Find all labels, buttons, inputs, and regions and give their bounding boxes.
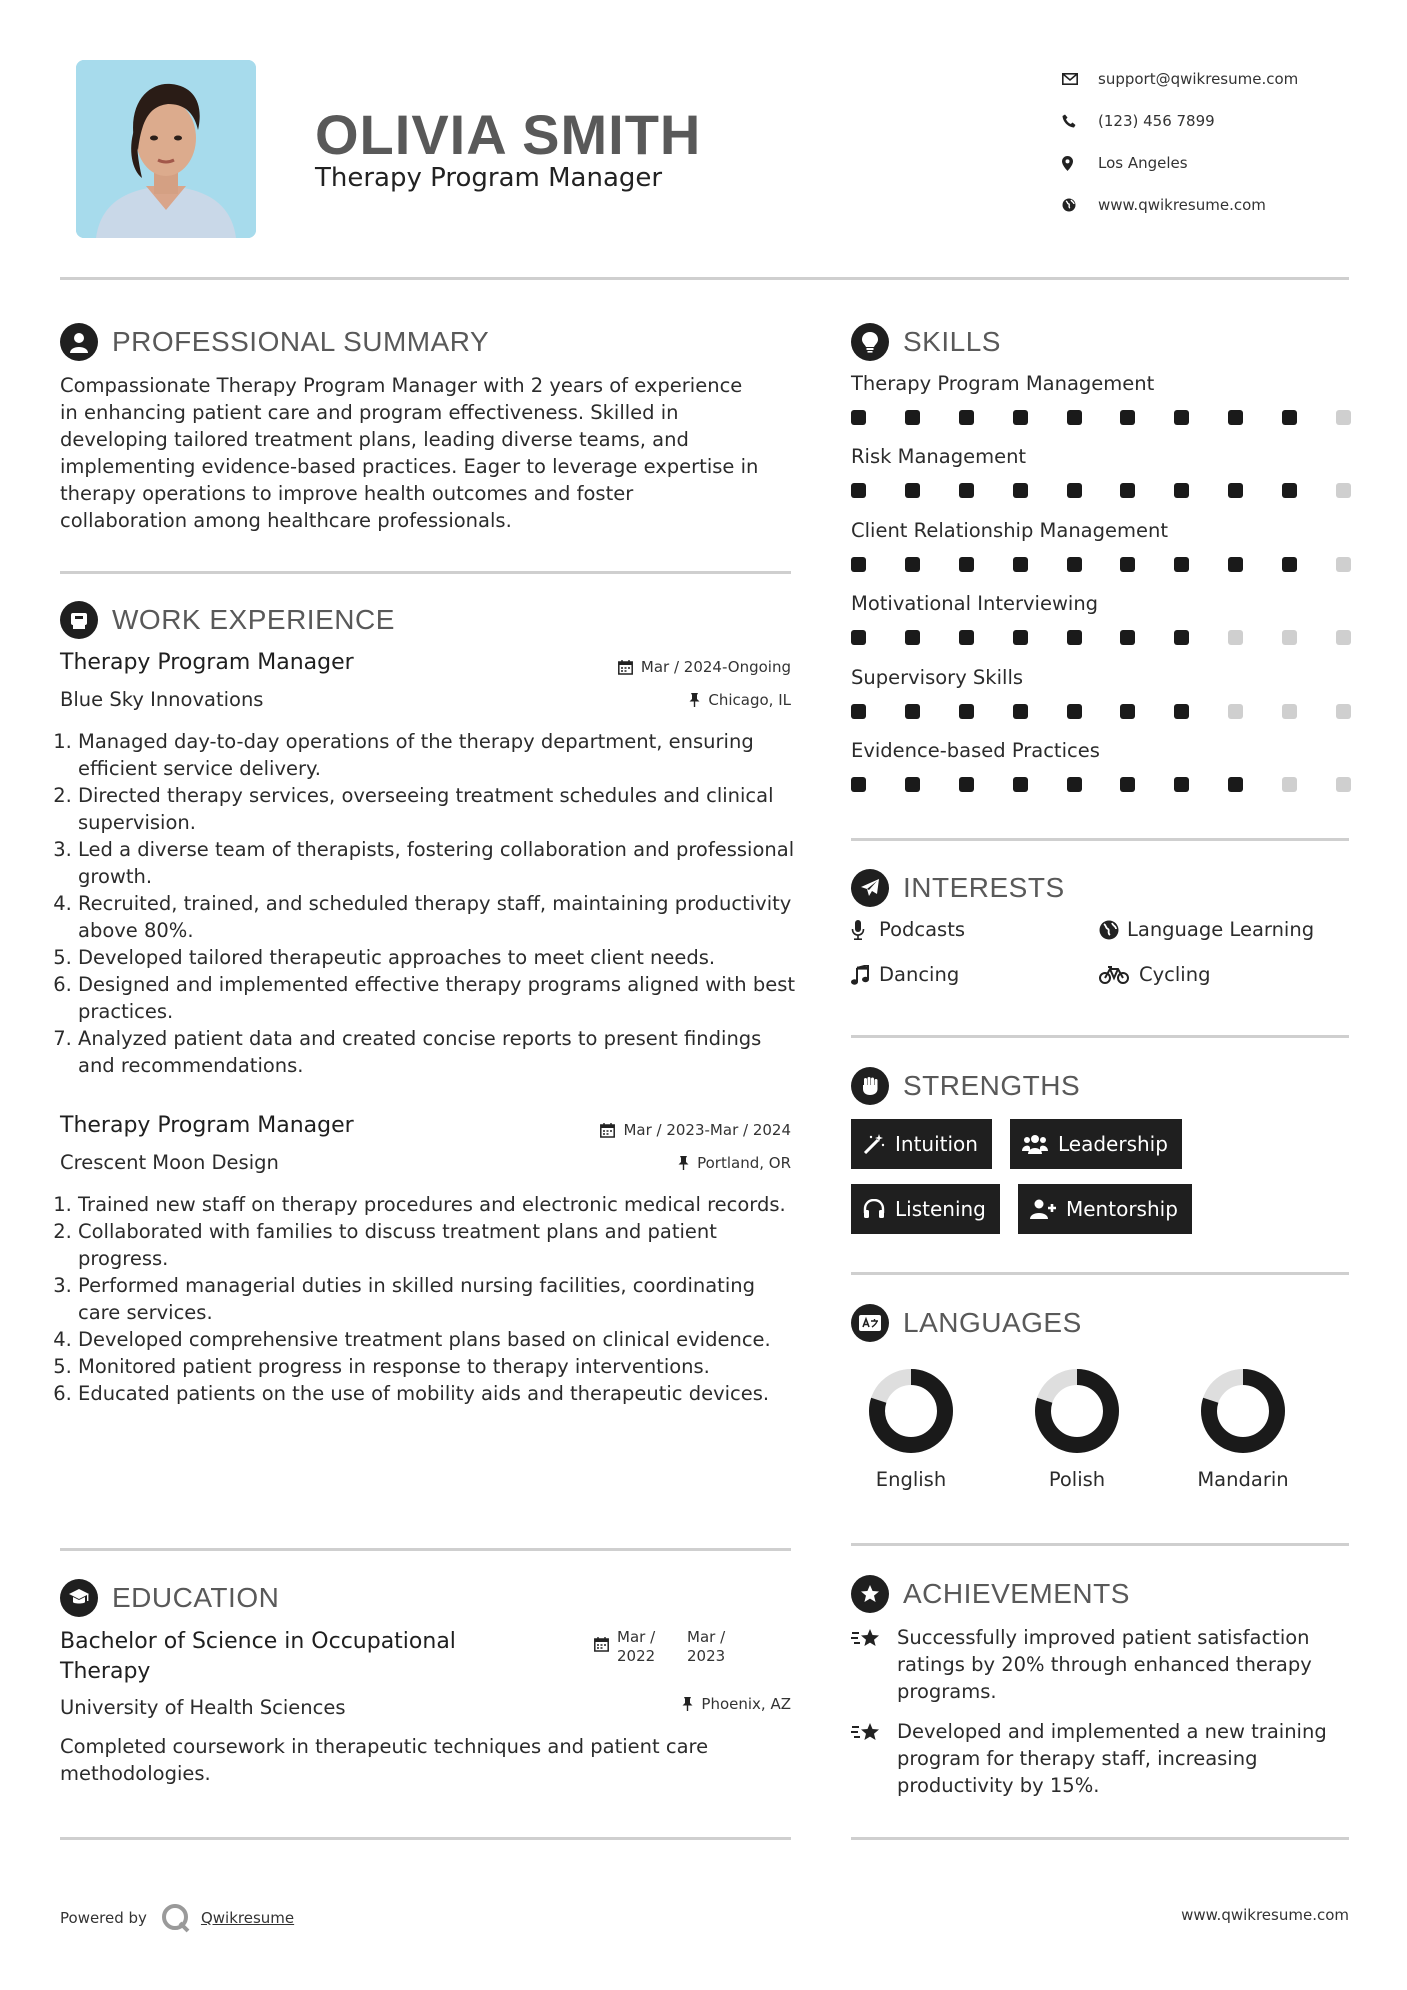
achievements-divider [851, 1837, 1349, 1840]
skill-dot-empty [1336, 410, 1351, 425]
skill-dot-filled [1174, 704, 1189, 719]
phone-icon [1062, 114, 1098, 128]
list-item: 3. Performed managerial duties in skilled nursing facilities, coordinating care services. [78, 1272, 799, 1326]
bicycle-icon [1099, 966, 1139, 984]
skill-name: Therapy Program Management [851, 372, 1155, 395]
briefcase-icon [60, 601, 98, 639]
language-proficiency-ring [868, 1368, 954, 1454]
skill-dot-filled [1067, 483, 1082, 498]
skill-dot-filled [851, 630, 866, 645]
skill-dot-filled [1120, 410, 1135, 425]
job-2-duties [59, 1191, 799, 1407]
microphone-icon [851, 920, 879, 940]
education-divider [60, 1837, 791, 1840]
skill-dot-filled [1174, 630, 1189, 645]
pushpin-icon [682, 1697, 693, 1711]
calendar-icon [600, 1123, 615, 1138]
shooting-star-icon [851, 1624, 897, 1705]
skill-dot-filled [1067, 410, 1082, 425]
skill-dot-filled [1120, 777, 1135, 792]
skill-level-dots [851, 777, 1351, 792]
skill-dot-filled [1013, 704, 1028, 719]
skill-dot-filled [1174, 410, 1189, 425]
language-proficiency-ring [1034, 1368, 1120, 1454]
contact-location [1062, 142, 1382, 184]
skill-dot-empty [1336, 557, 1351, 572]
language-name: Mandarin [1197, 1468, 1289, 1491]
skill-name: Motivational Interviewing [851, 592, 1099, 615]
music-icon [851, 965, 879, 985]
interest-dancing: Dancing [851, 963, 959, 986]
paper-plane-icon [851, 869, 889, 907]
skill-dot-filled [1282, 483, 1297, 498]
list-item: 6. Educated patients on the use of mobility aids and therapeutic devices. [78, 1380, 799, 1407]
skill-dot-filled [1013, 777, 1028, 792]
education-location: Phoenix, AZ [682, 1695, 791, 1713]
interest-language-learning: Language Learning [1099, 918, 1314, 941]
envelope-icon [1062, 73, 1098, 85]
skill-dot-filled [1067, 777, 1082, 792]
skill-dot-filled [1228, 410, 1243, 425]
graduation-cap-icon [60, 1579, 98, 1617]
skill-dot-filled [1174, 777, 1189, 792]
skill-dot-empty [1336, 630, 1351, 645]
strength-chip-intuition: Intuition [851, 1119, 992, 1169]
contact-phone[interactable] [1062, 100, 1382, 142]
footer-brand-link[interactable]: Qwikresume [200, 1909, 295, 1927]
candidate-name: OLIVIA SMITH [315, 103, 702, 166]
header-divider [60, 277, 1349, 280]
skill-dot-filled [959, 630, 974, 645]
contact-website[interactable] [1062, 184, 1382, 226]
interest-cycling: Cycling [1099, 963, 1210, 986]
language-name: English [875, 1468, 947, 1491]
skill-name: Supervisory Skills [851, 666, 1024, 689]
skill-dot-filled [1067, 704, 1082, 719]
skill-dot-filled [1228, 483, 1243, 498]
skill-level-dots [851, 704, 1351, 719]
list-item: 6. Designed and implemented effective therapy programs aligned with best practices. [78, 971, 799, 1025]
strength-chip-mentorship: Mentorship [1018, 1184, 1192, 1234]
users-icon [1022, 1134, 1048, 1154]
skill-level-dots [851, 630, 1351, 645]
list-item: 2. Collaborated with families to discuss treatment plans and patient progress. [78, 1218, 799, 1272]
skill-dot-filled [1067, 557, 1082, 572]
skill-dot-filled [851, 410, 866, 425]
skill-dot-filled [1013, 483, 1028, 498]
job-1-location: Chicago, IL [689, 691, 791, 709]
skill-dot-filled [851, 704, 866, 719]
skill-dot-filled [1013, 410, 1028, 425]
contact-location-text: Los Angeles [1098, 154, 1188, 172]
globe-icon [1062, 198, 1098, 212]
skills-heading: SKILLS [851, 323, 1001, 361]
skill-dot-filled [1120, 630, 1135, 645]
language-polish [1012, 1368, 1142, 1491]
contact-email-text: support@qwikresume.com [1098, 70, 1299, 88]
skill-dot-filled [959, 410, 974, 425]
language-mandarin [1178, 1368, 1308, 1491]
skill-level-dots [851, 410, 1351, 425]
user-plus-icon [1030, 1199, 1056, 1219]
skill-level-dots [851, 557, 1351, 572]
education-heading: EDUCATION [60, 1579, 279, 1617]
map-pin-icon [1062, 156, 1098, 171]
skill-dot-filled [1067, 630, 1082, 645]
skill-dot-empty [1282, 777, 1297, 792]
list-item: 4. Recruited, trained, and scheduled therapy staff, maintaining productivity above 80%. [78, 890, 799, 944]
contact-email[interactable] [1062, 58, 1382, 100]
skill-dot-filled [905, 410, 920, 425]
skill-dot-filled [1174, 557, 1189, 572]
experience-divider [60, 1548, 791, 1551]
job-1-duties [59, 728, 799, 1079]
qwikresume-logo-icon [161, 1903, 191, 1933]
job-2-location: Portland, OR [678, 1154, 791, 1172]
education-description: Completed coursework in therapeutic techniques and patient care methodologies. [60, 1735, 709, 1785]
list-item: 1. Managed day-to-day operations of the therapy department, ensuring efficient service delivery. [78, 728, 799, 782]
shooting-star-icon [851, 1718, 897, 1799]
skill-dot-filled [959, 704, 974, 719]
footer-website[interactable]: www.qwikresume.com [1181, 1906, 1349, 1924]
education-dates: Mar / 2022 Mar / 2023 [594, 1628, 747, 1666]
language-name: Polish [1048, 1468, 1106, 1491]
skill-dot-empty [1282, 704, 1297, 719]
skill-dot-filled [905, 777, 920, 792]
skill-dot-filled [1228, 557, 1243, 572]
magic-wand-icon [863, 1134, 885, 1154]
language-proficiency-ring [1200, 1368, 1286, 1454]
skill-dot-filled [905, 630, 920, 645]
skill-dot-filled [1013, 630, 1028, 645]
skills-divider [851, 838, 1349, 841]
skill-dot-filled [959, 777, 974, 792]
list-item: 1. Trained new staff on therapy procedures and electronic medical records. [78, 1191, 799, 1218]
skill-dot-empty [1336, 777, 1351, 792]
experience-heading: WORK EXPERIENCE [60, 601, 395, 639]
globe-icon [1099, 920, 1127, 940]
skill-name: Risk Management [851, 445, 1027, 468]
skill-dot-filled [1120, 483, 1135, 498]
skill-dot-empty [1228, 704, 1243, 719]
list-item: 5. Monitored patient progress in response to therapy interventions. [78, 1353, 799, 1380]
skill-dot-filled [905, 483, 920, 498]
language-card-icon [851, 1304, 889, 1342]
achievement-item: Successfully improved patient satisfaction ratings by 20% through enhanced therapy programs. [851, 1624, 1357, 1705]
strength-chip-leadership: Leadership [1010, 1119, 1182, 1169]
footer-powered-by: Powered by Qwikresume [60, 1903, 294, 1933]
skill-dot-empty [1228, 630, 1243, 645]
skill-dot-filled [851, 557, 866, 572]
skill-dot-filled [959, 483, 974, 498]
lightbulb-icon [851, 323, 889, 361]
job-2-company: Crescent Moon Design [60, 1151, 279, 1174]
education-school: University of Health Sciences [60, 1696, 346, 1719]
skill-dot-filled [1174, 483, 1189, 498]
skill-dot-filled [905, 557, 920, 572]
achievements-heading: ACHIEVEMENTS [851, 1575, 1130, 1613]
skill-dot-filled [1228, 777, 1243, 792]
list-item: 2. Directed therapy services, overseeing treatment schedules and clinical supervision. [78, 782, 799, 836]
job-1-title: Therapy Program Manager [60, 650, 354, 675]
calendar-icon [594, 1637, 609, 1652]
skill-dot-filled [1120, 557, 1135, 572]
strengths-divider [851, 1272, 1349, 1275]
list-item: 7. Analyzed patient data and created concise reports to present findings and recommendations. [78, 1025, 799, 1079]
skill-dot-empty [1336, 483, 1351, 498]
skill-dot-filled [959, 557, 974, 572]
calendar-icon [618, 660, 633, 675]
skill-dot-filled [1282, 557, 1297, 572]
achievement-item: Developed and implemented a new training program for therapy staff, increasing productivity by 15%. [851, 1718, 1357, 1799]
summary-text: Compassionate Therapy Program Manager with 2 years of experience in enhancing patient care and program effectiveness. Skilled in developing tailored treatment plans, leading diverse teams, and implementing evidence-based practices. Eager to leverage expertise in therapy operations to improve health outcomes and foster collaboration among healthcare professionals. [60, 374, 759, 532]
job-2-dates: Mar / 2023-Mar / 2024 [600, 1121, 791, 1139]
summary-divider [60, 571, 791, 574]
headphones-icon [863, 1199, 885, 1219]
interests-divider [851, 1035, 1349, 1038]
job-1-company: Blue Sky Innovations [60, 688, 264, 711]
skill-dot-empty [1282, 630, 1297, 645]
languages-heading: LANGUAGES [851, 1304, 1082, 1342]
skill-dot-filled [851, 483, 866, 498]
education-degree: Bachelor of Science in Occupational Therapy [60, 1629, 456, 1684]
summary-heading: PROFESSIONAL SUMMARY [60, 323, 489, 361]
skill-level-dots [851, 483, 1351, 498]
skill-dot-empty [1336, 704, 1351, 719]
language-english [846, 1368, 976, 1491]
job-1-dates: Mar / 2024-Ongoing [618, 658, 791, 676]
list-item: 4. Developed comprehensive treatment plans based on clinical evidence. [78, 1326, 799, 1353]
job-2-title: Therapy Program Manager [60, 1113, 354, 1138]
skill-dot-filled [1282, 410, 1297, 425]
contact-website-text: www.qwikresume.com [1098, 196, 1266, 214]
skill-dot-filled [851, 777, 866, 792]
skill-dot-filled [905, 704, 920, 719]
interest-podcasts: Podcasts [851, 918, 965, 941]
skill-dot-filled [1013, 557, 1028, 572]
fist-icon [851, 1067, 889, 1105]
skill-name: Evidence-based Practices [851, 739, 1100, 762]
pushpin-icon [678, 1156, 689, 1170]
interests-heading: INTERESTS [851, 869, 1065, 907]
strength-chip-listening: Listening [851, 1184, 1000, 1234]
skill-name: Client Relationship Management [851, 519, 1169, 542]
strengths-heading: STRENGTHS [851, 1067, 1080, 1105]
skill-dot-filled [1120, 704, 1135, 719]
languages-divider [851, 1543, 1349, 1546]
pushpin-icon [689, 693, 700, 707]
star-medal-icon [851, 1575, 889, 1613]
contact-phone-text: (123) 456 7899 [1098, 112, 1215, 130]
list-item: 5. Developed tailored therapeutic approaches to meet client needs. [78, 944, 799, 971]
contact-list [1062, 58, 1382, 226]
user-icon [60, 323, 98, 361]
candidate-title: Therapy Program Manager [315, 163, 663, 193]
profile-photo [76, 60, 256, 238]
list-item: 3. Led a diverse team of therapists, fostering collaboration and professional growth. [78, 836, 799, 890]
